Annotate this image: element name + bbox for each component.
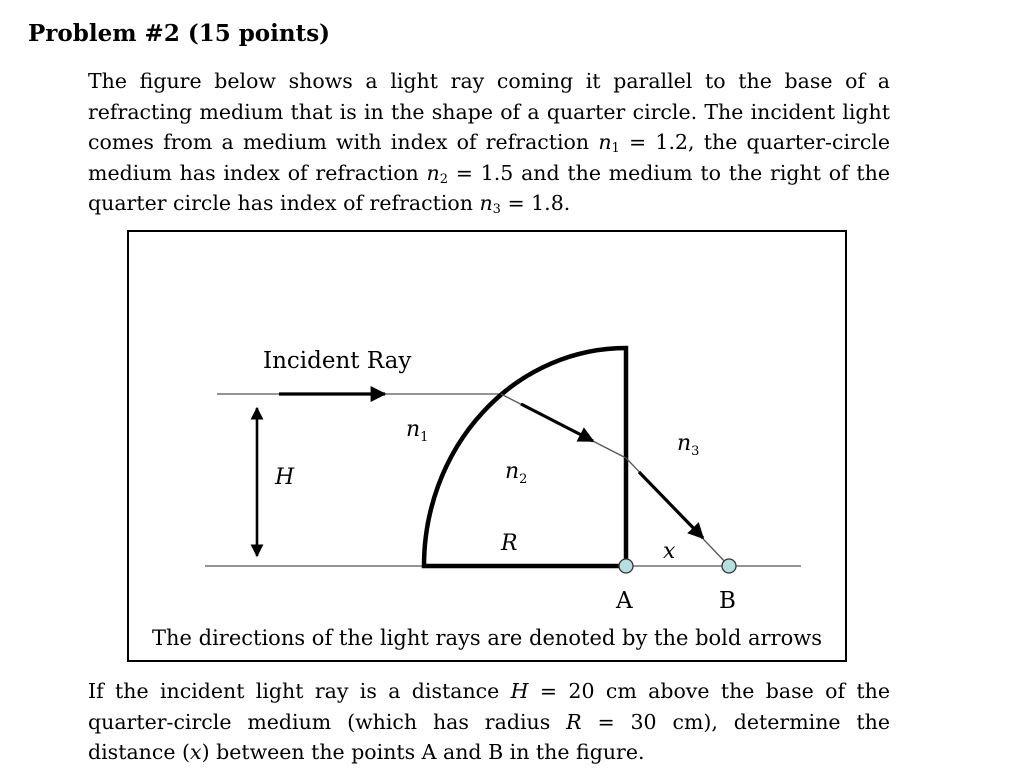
problem-title: Problem #2 (15 points) [28, 20, 331, 47]
incident-ray-label: Incident Ray [263, 348, 412, 374]
transmitted-ray-arrow [639, 472, 703, 538]
radius-label: R [501, 531, 518, 556]
refracted-ray-arrow [521, 404, 593, 441]
n3-label: $n_3$ [677, 431, 700, 459]
point-a-label: A [616, 588, 633, 614]
n2-label: $n_2$ [505, 459, 528, 487]
point-a-marker [619, 559, 633, 573]
point-b-label: B [719, 588, 736, 614]
figure-caption: The directions of the light rays are denoted by the bold arrows [152, 626, 822, 650]
refraction-diagram [129, 232, 845, 660]
point-b-marker [722, 559, 736, 573]
quarter-circle-medium [424, 348, 626, 566]
problem-description: The figure below shows a light ray coming it parallel to the base of a refracting medium that is in the shape of a quarter circle. The incident light comes from a medium with index of refraction $n_1 = 1.2$, the quarter-circle medium has index of refraction $n_2 = 1.5$ and the medium to the right of the quarter circle has index of refraction $n_3 = 1.8$. [88, 69, 890, 217]
figure-box [127, 230, 847, 662]
n1-label: $n_1$ [406, 417, 429, 445]
distance-x-label: x [663, 539, 676, 564]
height-label: H [275, 465, 295, 490]
problem-question: If the incident light ray is a distance H = 20 cm above the base of the quarter-circle medium (which has radius R = 30 cm), determine the distance (x) between the points A and B in the figure. [88, 679, 891, 764]
